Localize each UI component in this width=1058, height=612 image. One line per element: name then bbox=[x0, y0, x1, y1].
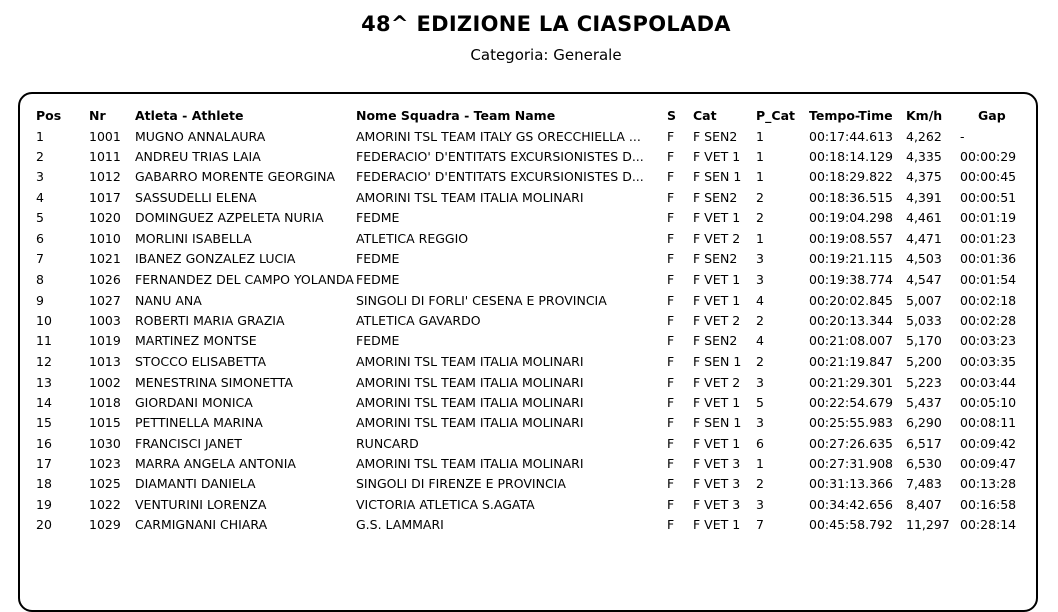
cell-gap: 00:13:28 bbox=[960, 476, 1017, 491]
cell-pcat: 3 bbox=[756, 415, 764, 430]
cell-nr: 1023 bbox=[89, 456, 121, 471]
cell-cat: F SEN2 bbox=[693, 190, 738, 205]
cell-gap: 00:01:54 bbox=[960, 272, 1017, 287]
cell-athlete: FERNANDEZ DEL CAMPO YOLANDA bbox=[135, 272, 354, 287]
cell-time: 00:21:29.301 bbox=[809, 375, 893, 390]
cell-team: AMORINI TSL TEAM ITALIA MOLINARI bbox=[356, 375, 584, 390]
table-row bbox=[0, 270, 1058, 290]
cell-athlete: FRANCISCI JANET bbox=[135, 436, 242, 451]
cell-pos: 12 bbox=[36, 354, 52, 369]
cell-pcat: 2 bbox=[756, 313, 764, 328]
cell-time: 00:17:44.613 bbox=[809, 129, 893, 144]
cell-athlete: CARMIGNANI CHIARA bbox=[135, 517, 268, 532]
cell-pcat: 3 bbox=[756, 272, 764, 287]
cell-team: G.S. LAMMARI bbox=[356, 517, 444, 532]
cell-pos: 11 bbox=[36, 333, 52, 348]
cell-sex: F bbox=[667, 456, 675, 471]
cell-nr: 1017 bbox=[89, 190, 121, 205]
cell-kmh: 5,007 bbox=[906, 293, 942, 308]
col-header-gap: Gap bbox=[978, 108, 1006, 123]
cell-gap: 00:05:10 bbox=[960, 395, 1017, 410]
cell-athlete: MARTINEZ MONTSE bbox=[135, 333, 257, 348]
cell-sex: F bbox=[667, 497, 675, 512]
cell-gap: 00:08:11 bbox=[960, 415, 1017, 430]
cell-cat: F VET 1 bbox=[693, 293, 741, 308]
cell-athlete: MORLINI ISABELLA bbox=[135, 231, 252, 246]
cell-athlete: SASSUDELLI ELENA bbox=[135, 190, 257, 205]
cell-gap: 00:02:28 bbox=[960, 313, 1017, 328]
col-header-sex: S bbox=[667, 108, 677, 123]
cell-pos: 2 bbox=[36, 149, 44, 164]
table-row bbox=[0, 413, 1058, 433]
cell-sex: F bbox=[667, 415, 675, 430]
cell-team: AMORINI TSL TEAM ITALIA MOLINARI bbox=[356, 456, 584, 471]
cell-pcat: 7 bbox=[756, 517, 764, 532]
cell-kmh: 8,407 bbox=[906, 497, 942, 512]
cell-sex: F bbox=[667, 210, 675, 225]
cell-kmh: 4,471 bbox=[906, 231, 942, 246]
cell-kmh: 4,503 bbox=[906, 251, 942, 266]
cell-kmh: 5,170 bbox=[906, 333, 942, 348]
cell-cat: F VET 1 bbox=[693, 149, 741, 164]
col-header-athlete: Atleta - Athlete bbox=[135, 108, 244, 123]
cell-athlete: MARRA ANGELA ANTONIA bbox=[135, 456, 296, 471]
cell-pcat: 2 bbox=[756, 190, 764, 205]
cell-time: 00:34:42.656 bbox=[809, 497, 893, 512]
cell-pcat: 5 bbox=[756, 395, 764, 410]
table-row bbox=[0, 229, 1058, 249]
cell-cat: F VET 3 bbox=[693, 476, 741, 491]
table-row bbox=[0, 434, 1058, 454]
cell-time: 00:19:04.298 bbox=[809, 210, 893, 225]
cell-kmh: 4,391 bbox=[906, 190, 942, 205]
cell-pos: 4 bbox=[36, 190, 44, 205]
cell-nr: 1021 bbox=[89, 251, 121, 266]
cell-team: VICTORIA ATLETICA S.AGATA bbox=[356, 497, 535, 512]
col-header-nr: Nr bbox=[89, 108, 106, 123]
cell-sex: F bbox=[667, 129, 675, 144]
cell-sex: F bbox=[667, 272, 675, 287]
cell-time: 00:19:08.557 bbox=[809, 231, 893, 246]
cell-sex: F bbox=[667, 517, 675, 532]
cell-nr: 1013 bbox=[89, 354, 121, 369]
cell-pos: 1 bbox=[36, 129, 44, 144]
cell-gap: 00:03:44 bbox=[960, 375, 1017, 390]
cell-gap: 00:02:18 bbox=[960, 293, 1017, 308]
cell-kmh: 4,461 bbox=[906, 210, 942, 225]
cell-kmh: 4,335 bbox=[906, 149, 942, 164]
cell-cat: F SEN2 bbox=[693, 129, 738, 144]
cell-kmh: 11,297 bbox=[906, 517, 950, 532]
cell-sex: F bbox=[667, 354, 675, 369]
cell-kmh: 6,517 bbox=[906, 436, 942, 451]
cell-cat: F VET 2 bbox=[693, 313, 741, 328]
cell-pcat: 1 bbox=[756, 231, 764, 246]
table-row bbox=[0, 311, 1058, 331]
col-header-time: Tempo-Time bbox=[809, 108, 893, 123]
cell-pos: 7 bbox=[36, 251, 44, 266]
cell-time: 00:27:31.908 bbox=[809, 456, 893, 471]
cell-gap: 00:03:23 bbox=[960, 333, 1017, 348]
cell-pcat: 3 bbox=[756, 375, 764, 390]
cell-time: 00:20:02.845 bbox=[809, 293, 893, 308]
cell-pcat: 2 bbox=[756, 210, 764, 225]
cell-kmh: 5,200 bbox=[906, 354, 942, 369]
cell-gap: 00:03:35 bbox=[960, 354, 1017, 369]
cell-cat: F VET 1 bbox=[693, 210, 741, 225]
cell-pcat: 1 bbox=[756, 456, 764, 471]
col-header-cat: Cat bbox=[693, 108, 717, 123]
cell-pcat: 2 bbox=[756, 354, 764, 369]
cell-cat: F SEN 1 bbox=[693, 354, 742, 369]
cell-pos: 13 bbox=[36, 375, 52, 390]
table-row bbox=[0, 474, 1058, 494]
cell-athlete: DIAMANTI DANIELA bbox=[135, 476, 256, 491]
cell-pos: 16 bbox=[36, 436, 52, 451]
cell-pos: 15 bbox=[36, 415, 52, 430]
cell-athlete: ANDREU TRIAS LAIA bbox=[135, 149, 261, 164]
table-row bbox=[0, 188, 1058, 208]
cell-cat: F VET 1 bbox=[693, 395, 741, 410]
cell-time: 00:18:29.822 bbox=[809, 169, 893, 184]
page-title: 48^ EDIZIONE LA CIASPOLADA bbox=[361, 12, 731, 36]
cell-nr: 1012 bbox=[89, 169, 121, 184]
cell-team: AMORINI TSL TEAM ITALIA MOLINARI bbox=[356, 190, 584, 205]
cell-nr: 1018 bbox=[89, 395, 121, 410]
cell-cat: F VET 1 bbox=[693, 436, 741, 451]
cell-time: 00:18:14.129 bbox=[809, 149, 893, 164]
cell-pos: 9 bbox=[36, 293, 44, 308]
cell-gap: 00:00:29 bbox=[960, 149, 1017, 164]
cell-kmh: 4,262 bbox=[906, 129, 942, 144]
cell-gap: 00:00:51 bbox=[960, 190, 1017, 205]
table-row bbox=[0, 208, 1058, 228]
cell-kmh: 4,547 bbox=[906, 272, 942, 287]
cell-sex: F bbox=[667, 293, 675, 308]
table-row bbox=[0, 515, 1058, 535]
cell-nr: 1010 bbox=[89, 231, 121, 246]
cell-team: FEDERACIO' D'ENTITATS EXCURSIONISTES D... bbox=[356, 149, 644, 164]
table-header bbox=[0, 106, 1058, 126]
cell-cat: F VET 2 bbox=[693, 375, 741, 390]
cell-nr: 1022 bbox=[89, 497, 121, 512]
cell-team: SINGOLI DI FIRENZE E PROVINCIA bbox=[356, 476, 566, 491]
cell-cat: F SEN 1 bbox=[693, 169, 742, 184]
cell-time: 00:22:54.679 bbox=[809, 395, 893, 410]
cell-gap: 00:00:45 bbox=[960, 169, 1017, 184]
cell-team: AMORINI TSL TEAM ITALIA MOLINARI bbox=[356, 415, 584, 430]
cell-gap: 00:16:58 bbox=[960, 497, 1017, 512]
cell-time: 00:25:55.983 bbox=[809, 415, 893, 430]
cell-pos: 3 bbox=[36, 169, 44, 184]
col-header-kmh: Km/h bbox=[906, 108, 943, 123]
cell-team: FEDME bbox=[356, 251, 400, 266]
cell-nr: 1002 bbox=[89, 375, 121, 390]
cell-pos: 18 bbox=[36, 476, 52, 491]
cell-time: 00:19:21.115 bbox=[809, 251, 893, 266]
cell-sex: F bbox=[667, 476, 675, 491]
cell-sex: F bbox=[667, 395, 675, 410]
cell-athlete: MUGNO ANNALAURA bbox=[135, 129, 266, 144]
cell-nr: 1020 bbox=[89, 210, 121, 225]
cell-time: 00:21:19.847 bbox=[809, 354, 893, 369]
cell-sex: F bbox=[667, 251, 675, 266]
cell-pos: 10 bbox=[36, 313, 52, 328]
cell-kmh: 7,483 bbox=[906, 476, 942, 491]
cell-gap: - bbox=[960, 129, 965, 144]
cell-athlete: GABARRO MORENTE GEORGINA bbox=[135, 169, 335, 184]
cell-pcat: 6 bbox=[756, 436, 764, 451]
cell-kmh: 5,223 bbox=[906, 375, 942, 390]
cell-cat: F SEN2 bbox=[693, 333, 738, 348]
cell-pos: 19 bbox=[36, 497, 52, 512]
table-row bbox=[0, 167, 1058, 187]
cell-team: RUNCARD bbox=[356, 436, 419, 451]
cell-team: AMORINI TSL TEAM ITALIA MOLINARI bbox=[356, 395, 584, 410]
cell-sex: F bbox=[667, 169, 675, 184]
cell-pcat: 2 bbox=[756, 476, 764, 491]
cell-sex: F bbox=[667, 190, 675, 205]
cell-cat: F VET 1 bbox=[693, 272, 741, 287]
cell-pos: 8 bbox=[36, 272, 44, 287]
cell-pos: 20 bbox=[36, 517, 52, 532]
cell-gap: 00:28:14 bbox=[960, 517, 1017, 532]
cell-nr: 1003 bbox=[89, 313, 121, 328]
cell-gap: 00:01:36 bbox=[960, 251, 1017, 266]
cell-cat: F VET 3 bbox=[693, 497, 741, 512]
cell-athlete: MENESTRINA SIMONETTA bbox=[135, 375, 293, 390]
cell-nr: 1030 bbox=[89, 436, 121, 451]
table-row bbox=[0, 454, 1058, 474]
cell-athlete: VENTURINI LORENZA bbox=[135, 497, 267, 512]
cell-team: FEDME bbox=[356, 333, 400, 348]
cell-sex: F bbox=[667, 436, 675, 451]
cell-athlete: IBANEZ GONZALEZ LUCIA bbox=[135, 251, 296, 266]
cell-nr: 1011 bbox=[89, 149, 121, 164]
cell-kmh: 6,290 bbox=[906, 415, 942, 430]
cell-sex: F bbox=[667, 375, 675, 390]
cell-athlete: ROBERTI MARIA GRAZIA bbox=[135, 313, 285, 328]
cell-team: FEDERACIO' D'ENTITATS EXCURSIONISTES D... bbox=[356, 169, 644, 184]
table-row bbox=[0, 495, 1058, 515]
cell-nr: 1029 bbox=[89, 517, 121, 532]
cell-nr: 1025 bbox=[89, 476, 121, 491]
cell-athlete: NANU ANA bbox=[135, 293, 202, 308]
cell-team: ATLETICA GAVARDO bbox=[356, 313, 481, 328]
cell-time: 00:45:58.792 bbox=[809, 517, 893, 532]
table-row bbox=[0, 331, 1058, 351]
cell-nr: 1001 bbox=[89, 129, 121, 144]
cell-time: 00:21:08.007 bbox=[809, 333, 893, 348]
cell-nr: 1019 bbox=[89, 333, 121, 348]
category-subtitle: Categoria: Generale bbox=[470, 46, 622, 64]
cell-nr: 1027 bbox=[89, 293, 121, 308]
cell-time: 00:27:26.635 bbox=[809, 436, 893, 451]
cell-team: FEDME bbox=[356, 272, 400, 287]
cell-sex: F bbox=[667, 149, 675, 164]
table-row bbox=[0, 373, 1058, 393]
cell-athlete: STOCCO ELISABETTA bbox=[135, 354, 267, 369]
cell-pcat: 1 bbox=[756, 169, 764, 184]
table-row bbox=[0, 249, 1058, 269]
table-row bbox=[0, 291, 1058, 311]
table-row bbox=[0, 147, 1058, 167]
cell-pcat: 1 bbox=[756, 129, 764, 144]
table-row bbox=[0, 352, 1058, 372]
cell-kmh: 5,033 bbox=[906, 313, 942, 328]
cell-cat: F VET 1 bbox=[693, 517, 741, 532]
cell-team: AMORINI TSL TEAM ITALIA MOLINARI bbox=[356, 354, 584, 369]
cell-team: AMORINI TSL TEAM ITALY GS ORECCHIELLA ... bbox=[356, 129, 641, 144]
cell-team: SINGOLI DI FORLI' CESENA E PROVINCIA bbox=[356, 293, 607, 308]
cell-time: 00:20:13.344 bbox=[809, 313, 893, 328]
cell-cat: F VET 2 bbox=[693, 231, 741, 246]
cell-kmh: 4,375 bbox=[906, 169, 942, 184]
cell-gap: 00:09:42 bbox=[960, 436, 1017, 451]
cell-pcat: 4 bbox=[756, 293, 764, 308]
cell-team: FEDME bbox=[356, 210, 400, 225]
cell-nr: 1015 bbox=[89, 415, 121, 430]
cell-sex: F bbox=[667, 333, 675, 348]
cell-time: 00:19:38.774 bbox=[809, 272, 893, 287]
cell-pos: 6 bbox=[36, 231, 44, 246]
cell-athlete: DOMINGUEZ AZPELETA NURIA bbox=[135, 210, 324, 225]
cell-kmh: 6,530 bbox=[906, 456, 942, 471]
cell-pos: 17 bbox=[36, 456, 52, 471]
cell-nr: 1026 bbox=[89, 272, 121, 287]
cell-athlete: GIORDANI MONICA bbox=[135, 395, 253, 410]
cell-time: 00:31:13.366 bbox=[809, 476, 893, 491]
cell-pcat: 3 bbox=[756, 497, 764, 512]
cell-kmh: 5,437 bbox=[906, 395, 942, 410]
cell-athlete: PETTINELLA MARINA bbox=[135, 415, 263, 430]
cell-gap: 00:01:19 bbox=[960, 210, 1017, 225]
cell-pcat: 4 bbox=[756, 333, 764, 348]
col-header-team: Nome Squadra - Team Name bbox=[356, 108, 556, 123]
cell-cat: F SEN 1 bbox=[693, 415, 742, 430]
cell-pos: 5 bbox=[36, 210, 44, 225]
cell-sex: F bbox=[667, 231, 675, 246]
cell-sex: F bbox=[667, 313, 675, 328]
cell-pos: 14 bbox=[36, 395, 52, 410]
cell-pcat: 3 bbox=[756, 251, 764, 266]
cell-cat: F VET 3 bbox=[693, 456, 741, 471]
cell-gap: 00:01:23 bbox=[960, 231, 1017, 246]
col-header-pos: Pos bbox=[36, 108, 62, 123]
table-row bbox=[0, 127, 1058, 147]
cell-pcat: 1 bbox=[756, 149, 764, 164]
cell-team: ATLETICA REGGIO bbox=[356, 231, 469, 246]
table-row bbox=[0, 393, 1058, 413]
cell-time: 00:18:36.515 bbox=[809, 190, 893, 205]
cell-cat: F SEN2 bbox=[693, 251, 738, 266]
cell-gap: 00:09:47 bbox=[960, 456, 1017, 471]
col-header-pcat: P_Cat bbox=[756, 108, 795, 123]
